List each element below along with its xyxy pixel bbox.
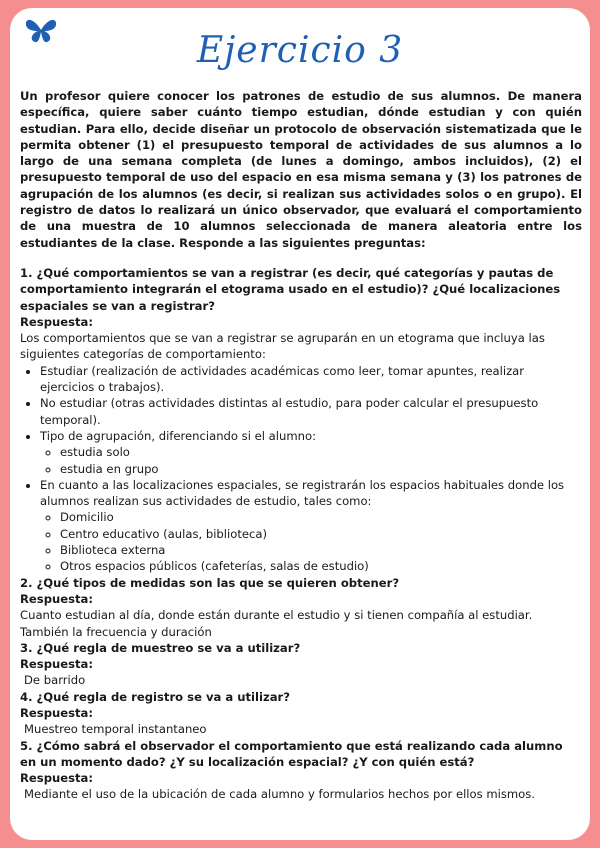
question-1: 1. ¿Qué comportamientos se van a registrar (es decir, qué categorías y pautas de comportamiento integrarán el etograma usado en el estudio)? ¿Qué localizaciones espaciales se van a registrar?	[20, 265, 561, 313]
question-4: 4. ¿Qué regla de registro se va a utilizar?	[20, 689, 290, 704]
answer-5: Mediante el uso de la ubicación de cada alumno y formularios hechos por ellos mismos.	[24, 787, 536, 802]
behavior-categories-list	[20, 363, 582, 575]
answer-label-4: Respuesta:	[20, 705, 94, 720]
grouping-sublist	[40, 444, 582, 477]
worksheet-page	[10, 8, 590, 840]
answer-label-2: Respuesta:	[20, 591, 94, 606]
list-item-text: Tipo de agrupación, diferenciando si el alumno:	[40, 428, 316, 443]
answer-1-lead: Los comportamientos que se van a registrar se agruparán en un etograma que incluya las siguientes categorías de comportamiento:	[20, 331, 545, 362]
sub-list-item: ◦ estudia solo	[60, 444, 582, 460]
list-item: • No estudiar (otras actividades distintas al estudio, para poder calcular el presupuesto temporal).	[40, 395, 582, 428]
answer-label-5: Respuesta:	[20, 771, 94, 786]
question-3: 3. ¿Qué regla de muestreo se va a utilizar?	[20, 640, 301, 655]
exercise-content	[20, 88, 582, 803]
sub-list-item: ◦ Domicilio	[60, 509, 582, 525]
sub-list-item: ◦ Biblioteca externa	[60, 542, 582, 558]
answer-4: Muestreo temporal instantaneo	[24, 722, 207, 737]
sub-list-item: ◦ estudia en grupo	[60, 461, 582, 477]
answer-label-1: Respuesta:	[20, 314, 94, 329]
sub-list-item: ◦ Otros espacios públicos (cafeterías, salas de estudio)	[60, 558, 582, 574]
question-5: 5. ¿Cómo sabrá el observador el comportamiento que está realizando cada alumno en un momento dado? ¿Y su localización espacial? ¿Y con quién está?	[20, 738, 563, 769]
question-2: 2. ¿Qué tipos de medidas son las que se quieren obtener?	[20, 575, 400, 590]
answer-2: Cuanto estudian al día, donde están durante el estudio y si tienen compañía al estudiar. También la frecuencia y duración	[20, 608, 533, 639]
places-sublist	[40, 509, 582, 574]
page-title: Ejercicio 3	[196, 30, 404, 71]
list-item: • Estudiar (realización de actividades académicas como leer, tomar apuntes, realizar ejercicios o trabajos).	[40, 363, 582, 396]
list-item	[40, 428, 582, 477]
list-item-text: En cuanto a las localizaciones espaciales, se registrarán los espacios habituales donde los alumnos realizan sus actividades de estudio, tales como:	[40, 477, 565, 509]
list-item	[40, 477, 582, 575]
answer-3: De barrido	[24, 673, 86, 688]
intro-paragraph: Un profesor quiere conocer los patrones de estudio de sus alumnos. De manera específica, quiere saber cuánto tiempo estudian, dónde estudian y con quién estudian. Para ello, decide diseñar un protocolo de observación sistematizada que le permita obtener (1) el presupuesto temporal de actividades de sus alumnos a lo largo de una semana completa (de lunes a domingo, ambos incluidos), (2) el presupuesto temporal de uso del espacio en esa misma semana y (3) los patrones de agrupación de los alumnos (es decir, si realizan sus actividades solos o en grupo). El registro de datos lo realizará un único observador, que evaluará el comportamiento de una muestra de 10 alumnos seleccionada de manera aleatoria entre los estudiantes de la clase. Responde a las siguientes preguntas:	[20, 89, 582, 250]
sub-list-item: ◦ Centro educativo (aulas, biblioteca)	[60, 526, 582, 542]
answer-label-3: Respuesta:	[20, 657, 94, 672]
